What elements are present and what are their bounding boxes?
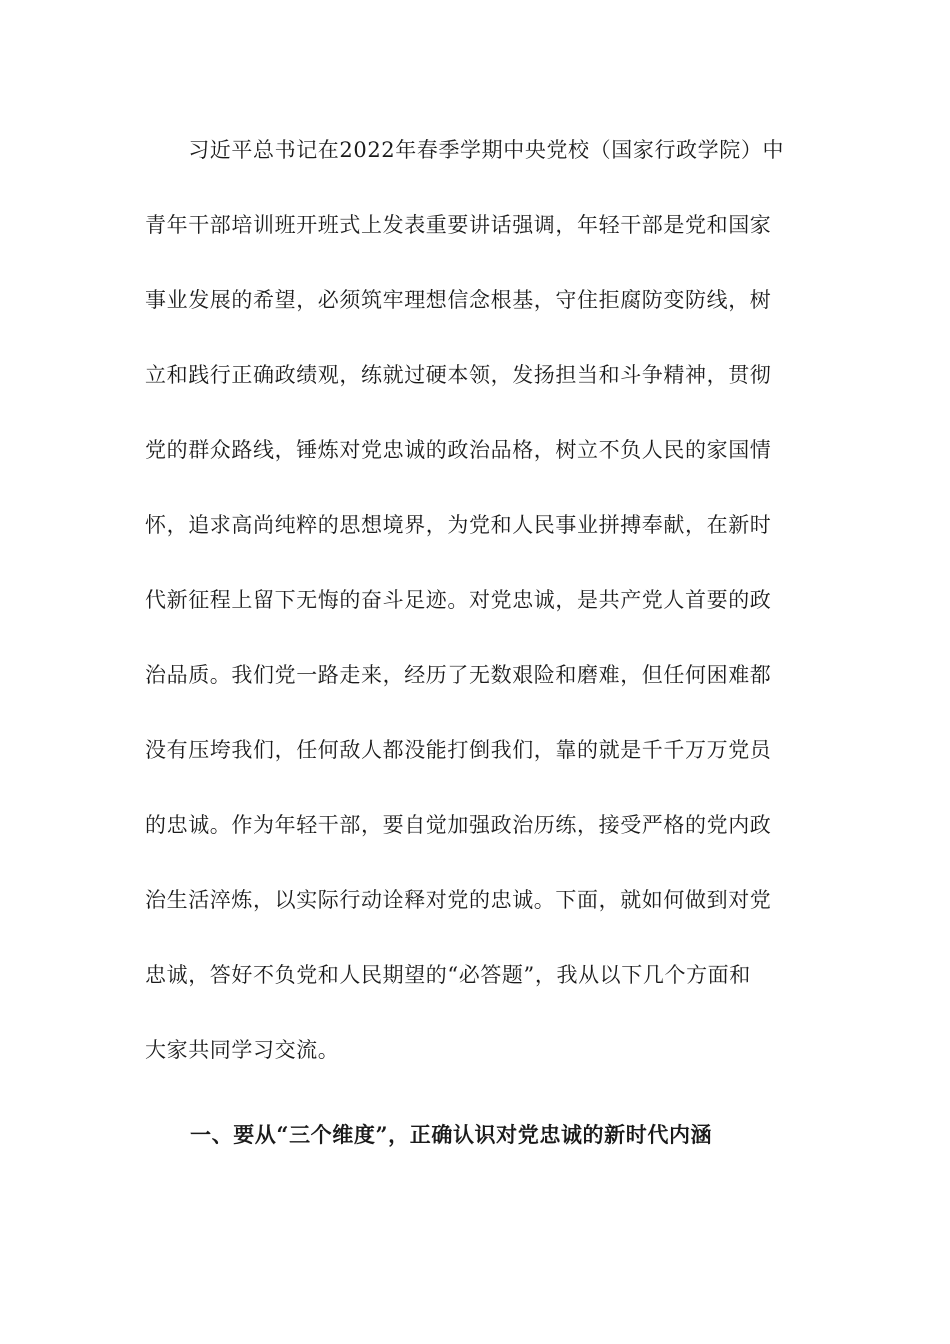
paragraph-line: 忠诚，答好不负党和人民期望的“必答题”，我从以下几个方面和 bbox=[145, 963, 751, 987]
paragraph-line: 的忠诚。作为年轻干部，要自觉加强政治历练，接受严格的党内政 bbox=[145, 813, 772, 837]
paragraph-line: 怀，追求高尚纯粹的思想境界，为党和人民事业拼搏奉献，在新时 bbox=[145, 513, 772, 537]
section-heading: 一、要从“三个维度”，正确认识对党忠诚的新时代内涵 bbox=[190, 1122, 713, 1147]
paragraph-line: 代新征程上留下无悔的奋斗足迹。对党忠诚，是共产党人首要的政 bbox=[145, 588, 772, 612]
paragraph-line: 大家共同学习交流。 bbox=[145, 1038, 340, 1062]
paragraph-line: 立和践行正确政绩观，练就过硬本领，发扬担当和斗争精神，贯彻 bbox=[145, 363, 772, 387]
paragraph-line: 党的群众路线，锤炼对党忠诚的政治品格，树立不负人民的家国情 bbox=[145, 438, 772, 462]
paragraph-line: 青年干部培训班开班式上发表重要讲话强调，年轻干部是党和国家 bbox=[145, 213, 772, 237]
paragraph-line: 习近平总书记在2022年春季学期中央党校（国家行政学院）中 bbox=[145, 138, 785, 162]
paragraph-line: 治品质。我们党一路走来，经历了无数艰险和磨难，但任何困难都 bbox=[145, 663, 772, 687]
paragraph-line: 没有压垮我们，任何敌人都没能打倒我们，靠的就是千千万万党员 bbox=[145, 738, 772, 762]
paragraph-line: 治生活淬炼，以实际行动诠释对党的忠诚。下面，就如何做到对党 bbox=[145, 888, 772, 912]
paragraph-line: 事业发展的希望，必须筑牢理想信念根基，守住拒腐防变防线，树 bbox=[145, 288, 772, 312]
